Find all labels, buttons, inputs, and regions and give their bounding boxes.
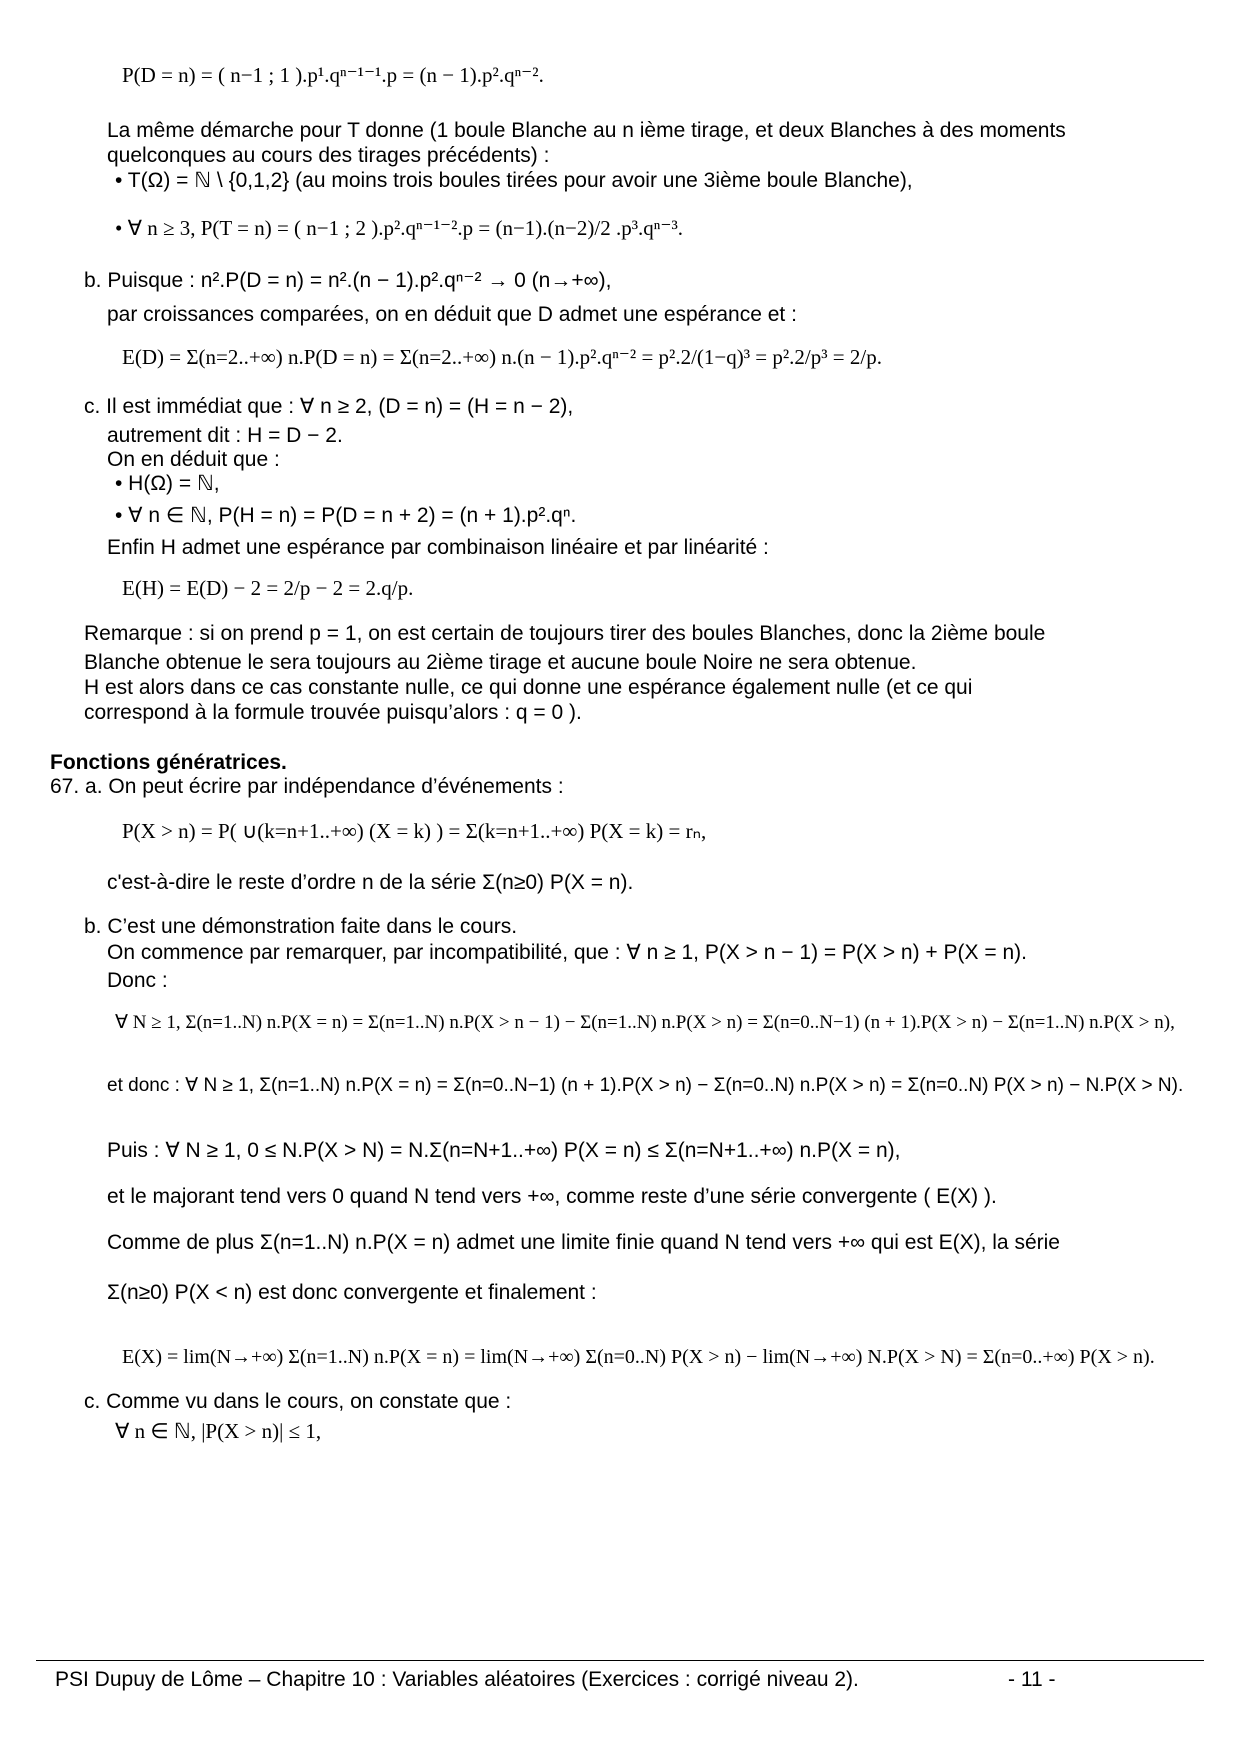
formula-et-donc: et donc : ∀ N ≥ 1, Σ(n=1..N) n.P(X = n) = Σ(n=0..N−1) (n + 1).P(X > n) − Σ(n=0..N) n.P(X > n) = Σ(n=0..N) P(X > n) − N.P(X > N). <box>107 1075 1184 1096</box>
formula-bound: ∀ n ∈ ℕ, |P(X > n)| ≤ 1, <box>115 1419 322 1443</box>
remark-line: Blanche obtenue le sera toujours au 2ième tirage et aucune boule Noire ne sera obtenue. <box>84 651 917 674</box>
text-line: Donc : <box>107 969 168 992</box>
formula-esperance-x: E(X) = lim(N→+∞) Σ(n=1..N) n.P(X = n) = lim(N→+∞) Σ(n=0..N) P(X > n) − lim(N→+∞) N.P(X > N) = Σ(n=0..+∞) P(X > n). <box>122 1346 1155 1368</box>
remark-line: H est alors dans ce cas constante nulle, ce qui donne une espérance également nulle (et ce qui <box>84 676 973 699</box>
exercise-67-a: 67. a. On peut écrire par indépendance d’événements : <box>50 775 564 798</box>
text-line: autrement dit : H = D − 2. <box>107 424 343 447</box>
bullet-item: • T(Ω) = ℕ \ {0,1,2} (au moins trois boules tirées pour avoir une 3ième boule Blanche), <box>115 169 913 192</box>
item-b: b. C’est une démonstration faite dans le cours. <box>84 915 518 938</box>
text-line: et le majorant tend vers 0 quand N tend vers +∞, comme reste d’une série convergente ( E(X) ). <box>107 1185 997 1208</box>
item-c: c. Comme vu dans le cours, on constate que : <box>84 1390 512 1413</box>
text-line: Enfin H admet une espérance par combinaison linéaire et par linéarité : <box>107 536 769 559</box>
page-number: - 11 - <box>1008 1668 1056 1691</box>
formula-esperance-d: E(D) = Σ(n=2..+∞) n.P(D = n) = Σ(n=2..+∞) n.(n − 1).p².qⁿ⁻² = p².2/(1−q)³ = p².2/p³ = 2/p. <box>122 345 882 369</box>
text-line: c'est-à-dire le reste d’ordre n de la série Σ(n≥0) P(X = n). <box>107 871 634 894</box>
text-line: Comme de plus Σ(n=1..N) n.P(X = n) admet une limite finie quand N tend vers +∞ qui est E(X), la série <box>107 1231 1060 1254</box>
text-line: On commence par remarquer, par incompatibilité, que : ∀ n ≥ 1, P(X > n − 1) = P(X > n) + P(X = n). <box>107 941 1027 964</box>
footer-left: PSI Dupuy de Lôme – Chapitre 10 : Variables aléatoires (Exercices : corrigé niveau 2). <box>55 1668 859 1691</box>
bullet-item: • H(Ω) = ℕ, <box>115 472 220 495</box>
section-heading: Fonctions génératrices. <box>50 751 287 774</box>
item-c: c. Il est immédiat que : ∀ n ≥ 2, (D = n) = (H = n − 2), <box>84 395 574 418</box>
formula-p-d-equals-n: P(D = n) = ( n−1 ; 1 ).p¹.qⁿ⁻¹⁻¹.p = (n − 1).p².qⁿ⁻². <box>122 63 544 87</box>
formula-puis: Puis : ∀ N ≥ 1, 0 ≤ N.P(X > N) = N.Σ(n=N+1..+∞) P(X = n) ≤ Σ(n=N+1..+∞) n.P(X = n), <box>107 1139 901 1162</box>
bullet-item: • ∀ n ∈ ℕ, P(H = n) = P(D = n + 2) = (n + 1).p².qⁿ. <box>115 504 577 527</box>
text-line: La même démarche pour T donne (1 boule Blanche au n ième tirage, et deux Blanches à des moments <box>107 119 1066 142</box>
formula-sum-identity: ∀ N ≥ 1, Σ(n=1..N) n.P(X = n) = Σ(n=1..N) n.P(X > n − 1) − Σ(n=1..N) n.P(X > n) = Σ(n=0..N−1) (n + 1).P(X > n) − Σ(n=1..N) n.P(X > n), <box>115 1012 1175 1033</box>
remark-line: correspond à la formule trouvée puisqu’alors : q = 0 ). <box>84 701 582 724</box>
formula-esperance-h: E(H) = E(D) − 2 = 2/p − 2 = 2.q/p. <box>122 576 414 600</box>
formula-p-x-gt-n: P(X > n) = P( ∪(k=n+1..+∞) (X = k) ) = Σ(k=n+1..+∞) P(X = k) = rₙ, <box>122 819 707 843</box>
text-line: quelconques au cours des tirages précédents) : <box>107 144 550 167</box>
remark-line: Remarque : si on prend p = 1, on est certain de toujours tirer des boules Blanches, donc la 2ième boule <box>84 622 1046 645</box>
footer-rule <box>36 1660 1204 1661</box>
text-line: On en déduit que : <box>107 448 280 471</box>
text-line: par croissances comparées, on en déduit que D admet une espérance et : <box>107 303 797 326</box>
formula-p-t-equals-n: • ∀ n ≥ 3, P(T = n) = ( n−1 ; 2 ).p².qⁿ⁻¹⁻².p = (n−1).(n−2)/2 .p³.qⁿ⁻³. <box>115 216 684 240</box>
text-line: Σ(n≥0) P(X < n) est donc convergente et finalement : <box>107 1281 597 1304</box>
item-b-puisque: b. Puisque : n².P(D = n) = n².(n − 1).p².qⁿ⁻² → 0 (n→+∞), <box>84 269 612 292</box>
